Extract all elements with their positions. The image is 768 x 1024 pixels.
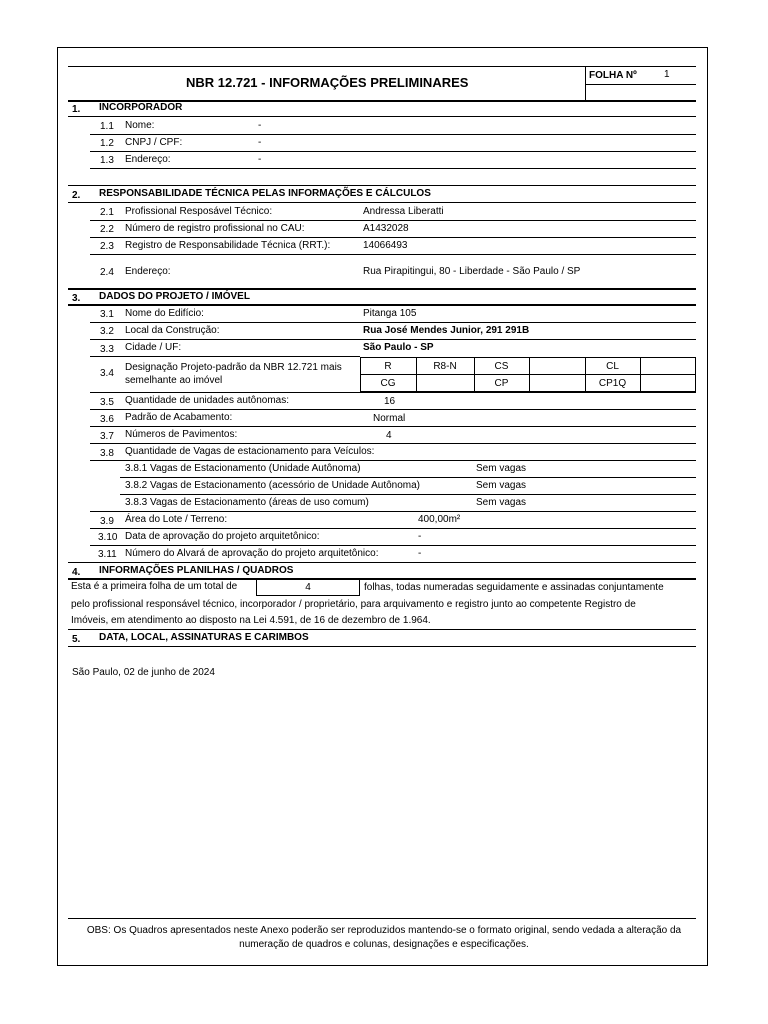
standard-cg: CG: [380, 378, 396, 389]
rule: [90, 254, 696, 255]
sheets-text-4: Imóveis, em atendimento ao disposto na Lei 4.591, de 16 de dezembro de 1.964.: [71, 615, 431, 626]
folha-label: FOLHA Nº: [589, 70, 637, 81]
cnpj-label: CNPJ / CPF:: [125, 137, 183, 148]
rule: [90, 443, 696, 444]
section-4-number: 4.: [72, 567, 81, 578]
construction-site-value: Rua José Mendes Junior, 291 291B: [363, 325, 530, 336]
row-number: 2.4: [100, 267, 114, 278]
row-number: 3.11: [98, 549, 117, 560]
incorporador-name-value: -: [258, 120, 262, 131]
building-name-label: Nome do Edifício:: [125, 308, 204, 319]
section-3-title: DADOS DO PROJETO / IMÓVEL: [99, 291, 250, 302]
responsible-address-value: Rua Pirapitingui, 80 - Liberdade - São Paulo / SP: [363, 266, 581, 277]
section-2-title: RESPONSABILIDADE TÉCNICA PELAS INFORMAÇÕES E CÁLCULOS: [99, 188, 431, 199]
grid-col: [640, 357, 641, 392]
rule: [90, 426, 696, 427]
rule: [90, 409, 696, 410]
folha-value: 1: [664, 69, 670, 80]
rule: [90, 151, 696, 152]
city-label: Cidade / UF:: [125, 342, 182, 353]
responsible-label: Profissional Resposável Técnico:: [125, 206, 273, 217]
rule: [68, 918, 696, 919]
standard-cp1q: CP1Q: [598, 378, 627, 389]
section-3-number: 3.: [72, 293, 81, 304]
grid-rule: [360, 374, 696, 375]
rule: [68, 304, 696, 306]
rule: [90, 356, 360, 357]
rrt-value: 14066493: [363, 240, 408, 251]
project-standard-label-line2: semelhante ao imóvel: [125, 375, 223, 386]
cnpj-value: -: [258, 137, 262, 148]
cau-value: A1432028: [363, 223, 409, 234]
obs-note: OBS: Os Quadros apresentados neste Anexo poderão ser reproduzidos mantendo-se o formato original, sendo vedada a alteração da numeração de quadros e colunas, designações e especificações.: [86, 925, 682, 950]
construction-site-label: Local da Construção:: [125, 325, 220, 336]
section-5-number: 5.: [72, 634, 81, 645]
rule: [120, 494, 696, 495]
rule: [68, 562, 696, 563]
folha-divider: [585, 66, 586, 100]
incorporador-name-label: Nome:: [125, 120, 155, 131]
parking-sub-label: 3.8.3 Vagas de Estacionamento (áreas de uso comum): [125, 497, 369, 508]
header-top-rule: [68, 66, 696, 67]
row-number: 3.5: [100, 397, 114, 408]
finish-standard-value: Normal: [373, 413, 406, 424]
row-number: 3.7: [100, 431, 114, 442]
rule: [90, 322, 696, 323]
page-title: NBR 12.721 - INFORMAÇÕES PRELIMINARES: [186, 75, 469, 90]
row-number: 3.8: [100, 448, 114, 459]
row-number: 2.2: [100, 224, 114, 235]
sheets-total-value: 4: [305, 582, 311, 593]
rule: [90, 460, 696, 461]
row-number: 1.3: [100, 155, 114, 166]
sheets-text-2: folhas, todas numeradas seguidamente e assinadas conjuntamente: [364, 582, 664, 593]
building-name-value: Pitanga 105: [363, 308, 417, 319]
approval-date-label: Data de aprovação do projeto arquitetônico:: [125, 531, 320, 542]
rule: [90, 220, 696, 221]
rule: [120, 477, 696, 478]
sheets-text-3: pelo profissional responsável técnico, incorporador / proprietário, para arquivamento e registro junto ao competente Registro de: [71, 599, 636, 610]
rule: [68, 116, 696, 117]
section-5-title: DATA, LOCAL, ASSINATURAS E CARIMBOS: [99, 632, 309, 643]
section-4-title: INFORMAÇÕES PLANILHAS / QUADROS: [99, 565, 294, 576]
standard-cl: CL: [606, 361, 619, 372]
section-1-number: 1.: [72, 104, 81, 115]
signature-date: São Paulo, 02 de junho de 2024: [72, 667, 215, 678]
rule: [90, 511, 696, 512]
incorporador-address-value: -: [258, 154, 262, 165]
parking-sub-label: 3.8.2 Vagas de Estacionamento (acessório de Unidade Autônoma): [125, 480, 420, 491]
rule: [90, 134, 696, 135]
floors-value: 4: [386, 430, 392, 441]
row-number: 3.1: [100, 309, 114, 320]
standard-cs: CS: [494, 361, 509, 372]
parking-sub-value: Sem vagas: [476, 480, 527, 491]
rule: [68, 288, 696, 290]
rule: [68, 202, 696, 203]
parking-sub-label: 3.8.1 Vagas de Estacionamento (Unidade Autônoma): [125, 463, 361, 474]
incorporador-address-label: Endereço:: [125, 154, 171, 165]
row-number: 1.1: [100, 121, 114, 132]
floors-label: Números de Pavimentos:: [125, 429, 238, 440]
parking-sub-value: Sem vagas: [476, 497, 527, 508]
row-number: 3.3: [100, 344, 114, 355]
responsible-value: Andressa Liberatti: [363, 206, 444, 217]
city-value: São Paulo - SP: [363, 342, 434, 353]
permit-number-value: -: [418, 548, 422, 559]
units-value: 16: [384, 396, 396, 407]
rule: [90, 237, 696, 238]
row-number: 3.10: [98, 532, 118, 543]
units-label: Quantidade de unidades autônomas:: [125, 395, 290, 406]
rrt-label: Registro de Responsabilidade Técnica (RRT.):: [125, 240, 331, 251]
sheets-text-1: Esta é a primeira folha de um total de: [71, 581, 238, 592]
row-number: 2.3: [100, 241, 114, 252]
cau-label: Número de registro profissional no CAU:: [125, 223, 305, 234]
rule: [68, 646, 696, 647]
rule: [90, 339, 696, 340]
section-2-number: 2.: [72, 190, 81, 201]
standard-r8n: R8-N: [433, 361, 457, 372]
standard-cp: CP: [494, 378, 509, 389]
row-number: 3.4: [100, 368, 114, 379]
permit-number-label: Número do Alvará de aprovação do projeto arquitetônico:: [125, 548, 379, 559]
approval-date-value: -: [418, 531, 422, 542]
parking-sub-value: Sem vagas: [476, 463, 527, 474]
rule: [68, 185, 696, 186]
finish-standard-label: Padrão de Acabamento:: [125, 412, 233, 423]
parking-label: Quantidade de Vagas de estacionamento para Veículos:: [125, 446, 375, 457]
rule: [90, 545, 696, 546]
project-standard-label-line1: Designação Projeto-padrão da NBR 12.721 mais: [125, 362, 342, 373]
row-number: 3.6: [100, 414, 114, 425]
rule: [68, 629, 696, 630]
rule: [68, 578, 696, 580]
lot-area-label: Área do Lote / Terreno:: [125, 514, 228, 525]
standard-r: R: [384, 361, 392, 372]
grid-col: [529, 357, 530, 392]
section-1-title: INCORPORADOR: [99, 102, 183, 113]
rule: [90, 392, 696, 393]
rule: [90, 528, 696, 529]
row-number: 3.9: [100, 516, 114, 527]
folha-mid-rule: [585, 84, 696, 85]
row-number: 2.1: [100, 207, 114, 218]
responsible-address-label: Endereço:: [125, 266, 171, 277]
lot-area-value: 400,00m²: [418, 514, 461, 525]
row-number: 3.2: [100, 326, 114, 337]
row-number: 1.2: [100, 138, 114, 149]
rule: [90, 168, 696, 169]
